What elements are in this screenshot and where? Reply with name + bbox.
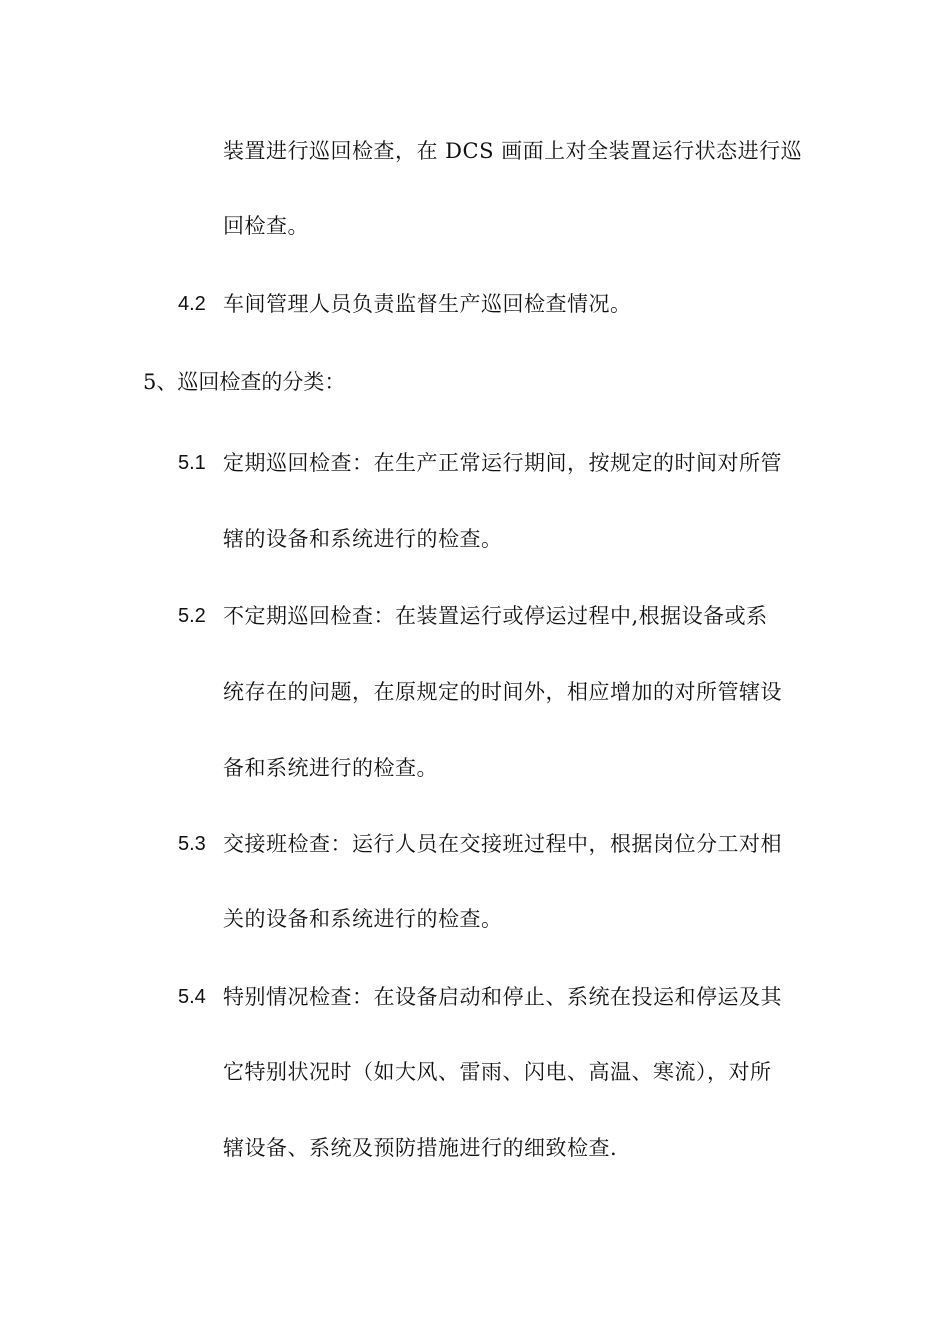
item-5-2-line-2: 统存在的问题，在原规定的时间外，相应增加的对所管辖设 bbox=[223, 680, 782, 704]
item-text-4-2: 车间管理人员负责监督生产巡回检查情况。 bbox=[223, 292, 632, 316]
item-5-4-line-3: 辖设备、系统及预防措施进行的细致检查. bbox=[223, 1136, 618, 1160]
item-5-2-line-1: 不定期巡回检查：在装置运行或停运过程中,根据设备或系 bbox=[223, 604, 768, 628]
continuation-line-1: 装置进行巡回检查，在 DCS 画面上对全装置运行状态进行巡 bbox=[223, 139, 803, 163]
section-heading-5: 5、巡回检查的分类： bbox=[143, 370, 346, 394]
item-5-2-line-3: 备和系统进行的检查。 bbox=[223, 756, 438, 780]
item-number-5-4: 5.4 bbox=[178, 986, 206, 1008]
item-5-3-line-2: 关的设备和系统进行的检查。 bbox=[223, 907, 503, 931]
item-number-5-1: 5.1 bbox=[178, 452, 206, 474]
item-5-4-line-1: 特别情况检查：在设备启动和停止、系统在投运和停运及其 bbox=[223, 985, 782, 1009]
item-5-3-line-1: 交接班检查：运行人员在交接班过程中，根据岗位分工对相 bbox=[223, 832, 782, 856]
item-number-5-3: 5.3 bbox=[178, 833, 206, 855]
item-5-4-line-2: 它特别状况时（如大风、雷雨、闪电、高温、寒流），对所 bbox=[223, 1060, 772, 1084]
item-5-1-line-1: 定期巡回检查：在生产正常运行期间，按规定的时间对所管 bbox=[223, 451, 782, 475]
item-number-5-2: 5.2 bbox=[178, 605, 206, 627]
item-5-1-line-2: 辖的设备和系统进行的检查。 bbox=[223, 527, 503, 551]
continuation-line-2: 回检查。 bbox=[223, 214, 309, 238]
item-number-4-2: 4.2 bbox=[178, 293, 206, 315]
